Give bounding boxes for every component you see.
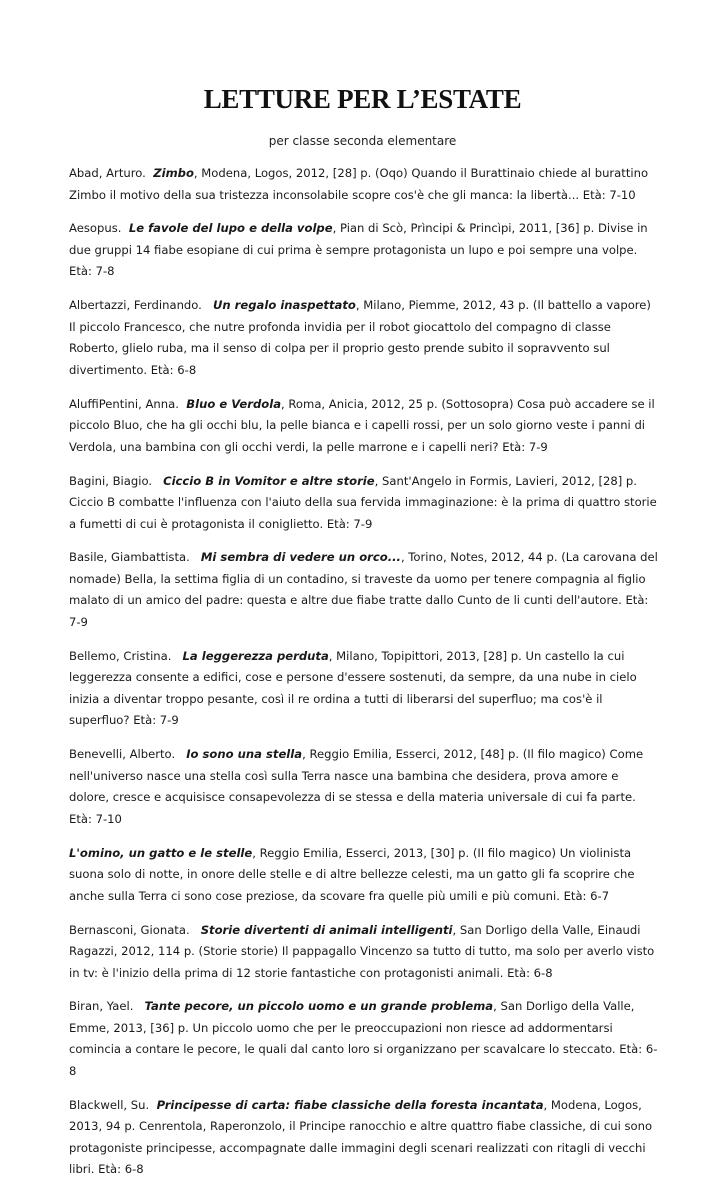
- entry-author: Bernasconi, Gionata.: [69, 922, 190, 937]
- entry-author: Biran, Yael.: [69, 999, 134, 1014]
- book-entry: [69, 471, 659, 536]
- entry-details: , Modena, Logos, 2013, 94 p. Cenrentola, Raperonzolo, il Principe ranocchio e altre quattro fiabe classiche, di cui sono protagoniste principesse, accompagnate dalle immagini degli scenari realizzati con ritagli di vecchi libri. Età: 6-8: [69, 1097, 653, 1177]
- entry-details: , San Dorligo della Valle, Einaudi Ragazzi, 2012, 114 p. (Storie storie) Il pappagallo Vincenzo sa tutto di tutto, ma solo per averlo visto in tv: è l'inizio della prima di 12 storie fantastiche con protagonisti animali. Età: 6-8: [69, 922, 655, 980]
- entry-title: Zimbo: [153, 166, 194, 180]
- entry-author: Basile, Giambattista.: [69, 550, 190, 565]
- entry-details: , Milano, Piemme, 2012, 43 p. (Il battello a vapore) Il piccolo Francesco, che nutre profonda invidia per il robot giocattolo del compagno di classe Roberto, glielo ruba, ma il senso di colpa per il proprio gesto prende subito il sopravvento sul divertimento. Età: 6-8: [69, 298, 651, 377]
- entry-author: Benevelli, Alberto.: [69, 747, 176, 762]
- entry-title: Ciccio B in Vomitor e altre storie: [163, 473, 375, 488]
- entry-title: Un regalo inaspettato: [212, 298, 356, 313]
- entry-title: Bluo e Verdola: [186, 396, 282, 411]
- entry-details: , Reggio Emilia, Esserci, 2013, [30] p. (Il filo magico) Un violinista suona solo di notte, in onore delle stelle e di altre bellezze celesti, ma un gatto gli fa scoprire che anche sulla Terra ci sono cose preziose, da scovare fra quelle più umili e più comuni. Età: 6-7: [69, 845, 635, 903]
- book-entry: [69, 295, 659, 381]
- entry-details: , Milano, Topipittori, 2013, [28] p. Un castello la cui leggerezza consente a edifici, cose e persone d'essere sostenuti, da sempre, da una nube in cielo inizia a diventar troppo pesante, così il re ordina a tutti di liberarsi del superfluo; ma cos'è il superfluo? Età: 7-9: [69, 648, 637, 728]
- book-entry: [69, 394, 659, 459]
- entry-details: , San Dorligo della Valle, Emme, 2013, [36] p. Un piccolo uomo che per le preoccupazioni non riesce ad addormentarsi comincia a contare le pecore, le quali dal canto loro si organizzano per scavalcare lo steccato. Età: 6-8: [69, 999, 658, 1078]
- entry-details: , Sant'Angelo in Formis, Lavieri, 2012, [28] p. Ciccio B combatte l'influenza con l'aiuto della sua fervida immaginazione: è la prima di quattro storie a fumetti di cui è protagonista il coniglietto. Età: 7-9: [69, 473, 657, 531]
- reading-list: [69, 163, 659, 1193]
- entry-author: AluffiPentini, Anna.: [69, 396, 179, 411]
- entry-title: L'omino, un gatto e le stelle: [69, 845, 253, 860]
- entry-title: La leggerezza perduta: [182, 648, 329, 663]
- book-entry: [69, 218, 659, 283]
- entry-author: Bellemo, Cristina.: [69, 648, 172, 663]
- document-title: LETTURE PER L’ESTATE: [203, 84, 522, 114]
- book-entry: [69, 843, 659, 908]
- entry-author: Bagini, Biagio.: [69, 473, 153, 488]
- entry-author: Aesopus.: [69, 221, 122, 236]
- entry-details: , Pian di Scò, Prìncipi & Princìpi, 2011, [36] p. Divise in due gruppi 14 fiabe esopiane di cui prima è sempre protagonista un lupo e poi sempre una volpe. Età: 7-8: [69, 221, 648, 279]
- entry-author: Abad, Arturo.: [69, 166, 146, 180]
- entry-author: Blackwell, Su.: [69, 1097, 150, 1112]
- entry-title: Storie divertenti di animali intelligenti: [200, 922, 453, 937]
- entry-details: , Reggio Emilia, Esserci, 2012, [48] p. (Il filo magico) Come nell'universo nasce una stella così sulla Terra nasce una bambina che desidera, prova amore e dolore, cresce e acquisisce consapevolezza di se stessa e della materia universale di cui fa parte. Età: 7-10: [69, 747, 644, 826]
- entry-details: , Roma, Anicia, 2012, 25 p. (Sottosopra) Cosa può accadere se il piccolo Bluo, che ha gli occhi blu, la pelle bianca e i capelli rossi, per un solo giorno veste i panni di Verdola, una bambina con gli occhi verdi, la pelle marrone e i capelli neri? Età: 7-9: [69, 396, 655, 454]
- entry-author: Albertazzi, Ferdinando.: [69, 298, 202, 313]
- entry-details: , Torino, Notes, 2012, 44 p. (La carovana del nomade) Bella, la settima figlia di un contadino, si traveste da uomo per tenere compagnia al figlio malato di un amico del padre: questa e altre due fiabe tratte dallo Cunto de li cunti dell'autore. Età: 7-9: [69, 550, 658, 629]
- entry-details: , Modena, Logos, 2012, [28] p. (Oqo) Quando il Burattinaio chiede al burattino Zimbo il motivo della sua tristezza inconsolabile scopre cos'è che gli manca: la libertà... Età: 7-10: [69, 166, 649, 202]
- entry-title: Io sono una stella: [186, 747, 303, 762]
- book-entry: [69, 1095, 659, 1181]
- book-entry: [69, 744, 659, 830]
- book-entry: [69, 996, 659, 1082]
- entry-title: Principesse di carta: fiabe classiche della foresta incantata: [156, 1097, 544, 1112]
- book-entry: [69, 920, 659, 985]
- book-entry: [69, 547, 659, 633]
- book-entry: [69, 163, 659, 206]
- entry-title: Le favole del lupo e della volpe: [128, 221, 333, 236]
- document-subtitle: per classe seconda elementare: [268, 134, 457, 148]
- entry-title: Tante pecore, un piccolo uomo e un grande problema: [144, 999, 494, 1014]
- book-entry: [69, 646, 659, 732]
- entry-title: Mi sembra di vedere un orco...: [200, 550, 401, 565]
